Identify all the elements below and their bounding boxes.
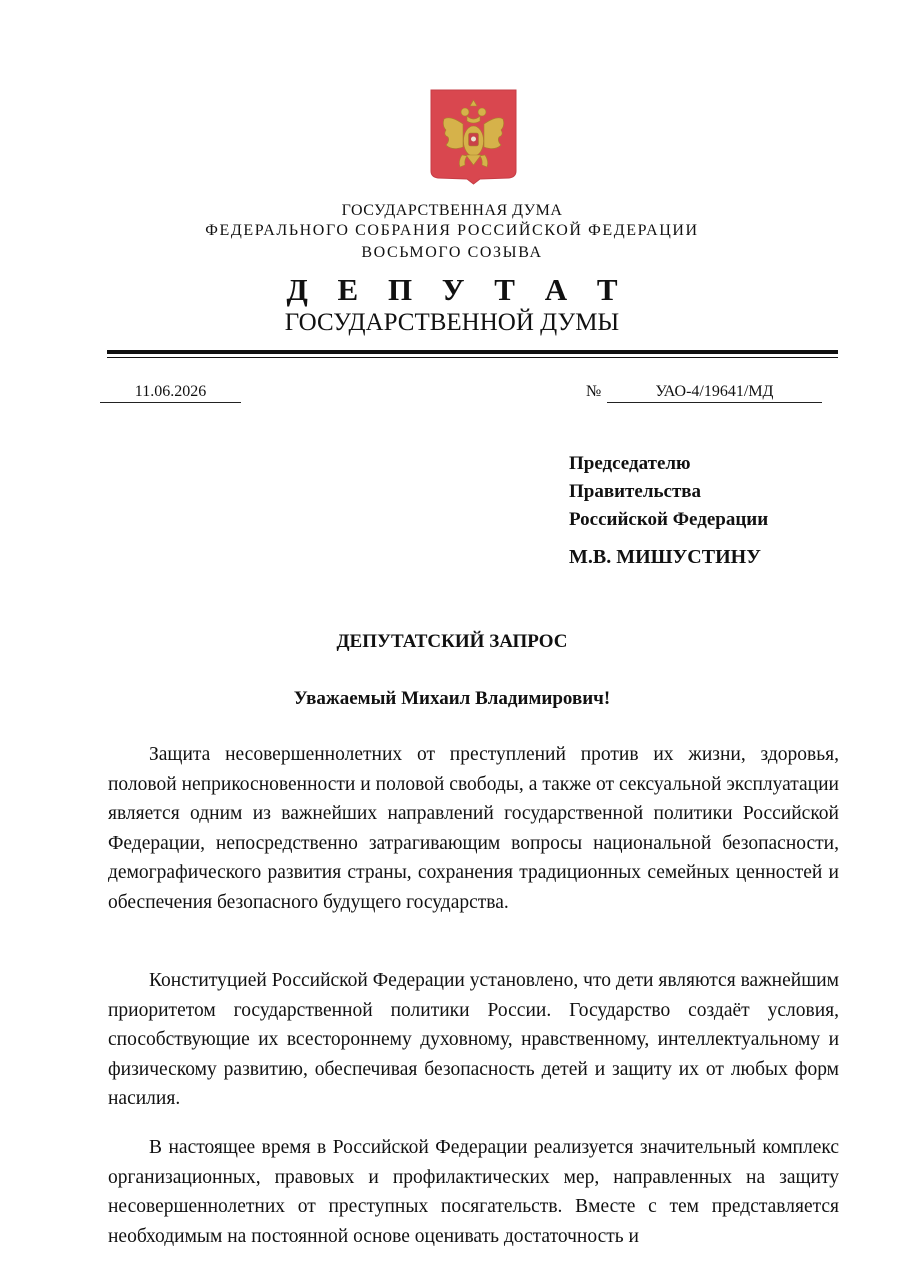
number-sign: №	[586, 383, 602, 400]
document-number: УАО-4/19641/МД	[607, 383, 822, 403]
letterhead-subtitle: ГОСУДАРСТВЕННОЙ ДУМЫ	[284, 309, 620, 336]
org-line-1: ГОСУДАРСТВЕННАЯ ДУМА	[341, 202, 563, 219]
body-paragraph-3: В настоящее время в Российской Федерации реализуется значительный комплекс организационных, правовых и профилактических мер, направленных на защиту несовершеннолетних от преступных посягательств. Вместе с тем представляется необходимым на постоянной основе оценивать достаточность и	[108, 1137, 839, 1247]
body-paragraph-1: Защита несовершеннолетних от преступлений против их жизни, здоровья, половой неприкосновенности и половой свободы, а также от сексуальной эксплуатации является одним из важнейших направлений государственной политики Российской Федерации, непосредственно затрагивающим вопросы национальной безопасности, демографического развития страны, сохранения традиционных семейных ценностей и обеспечения безопасного будущего государства.	[108, 744, 839, 913]
org-line-3: ВОСЬМОГО СОЗЫВА	[361, 244, 543, 261]
header-divider-thick	[107, 350, 838, 354]
addressee-line-3: Российской Федерации	[569, 509, 769, 530]
addressee-line-1: Председателю	[569, 453, 691, 474]
addressee-line-2: Правительства	[569, 481, 702, 502]
request-title: ДЕПУТАТСКИЙ ЗАПРОС	[336, 631, 568, 652]
letterhead-title: Д Е П У Т А Т	[286, 272, 629, 307]
coat-of-arms-icon	[430, 89, 517, 185]
document-date: 11.06.2026	[100, 383, 241, 403]
greeting: Уважаемый Михаил Владимирович!	[293, 688, 611, 709]
body-paragraph-2: Конституцией Российской Федерации установлено, что дети являются важнейшим приоритетом государственной политики России. Государство создаёт условия, способствующие их всестороннему духовному, нравственному, интеллектуальному и физическому развитию, обеспечивая безопасность детей и защиту их от любых форм насилия.	[108, 970, 839, 1109]
header-divider-thin	[107, 357, 838, 358]
org-line-2: ФЕДЕРАЛЬНОГО СОБРАНИЯ РОССИЙСКОЙ ФЕДЕРАЦИИ	[205, 222, 699, 239]
addressee-name: М.В. МИШУСТИНУ	[569, 546, 761, 568]
